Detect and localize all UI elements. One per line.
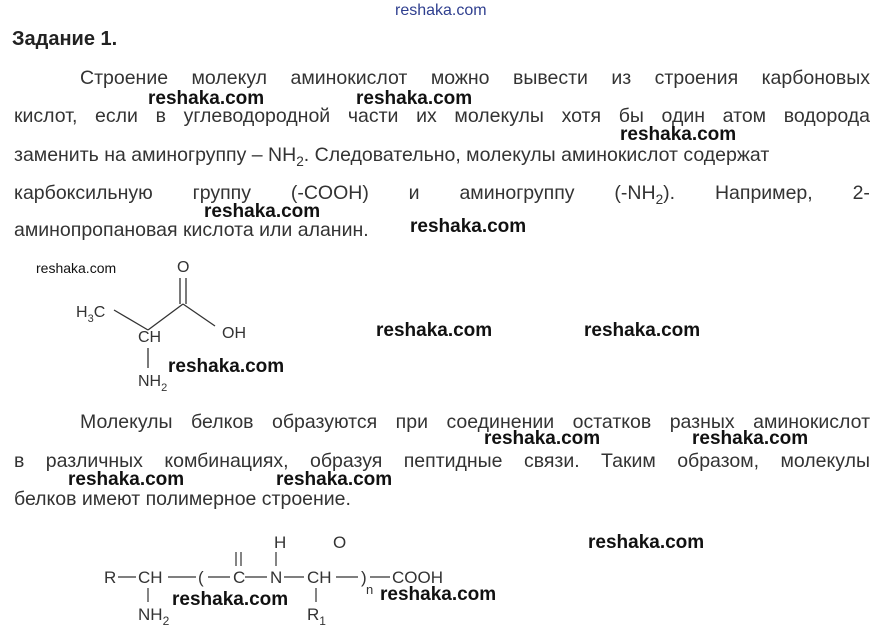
watermark: reshaka.com	[168, 356, 285, 377]
peptide-open: (	[198, 568, 204, 587]
watermark: reshaka.com	[584, 320, 701, 341]
watermark: reshaka.com	[410, 216, 527, 237]
peptide-structure	[100, 528, 480, 638]
peptide-h: H	[274, 533, 287, 552]
paragraph1-line4	[14, 181, 870, 212]
watermark: reshaka.com	[692, 428, 809, 449]
paragraph1-line1: Строение молекул аминокислот можно вывести из строения карбоновых	[80, 67, 870, 89]
peptide-n: N	[270, 568, 283, 587]
alanine-bond-1	[114, 310, 148, 330]
paragraph1-line2: кислот, если в углеводородной части их молекулы хотя бы один атом водорода	[14, 105, 870, 127]
peptide-o: O	[333, 533, 347, 552]
paragraph2-line3: белков имеют полимерное строение.	[14, 488, 351, 510]
line4-word: и	[408, 182, 420, 204]
alanine-nh2: $NH_2$	[138, 373, 168, 392]
alanine-bond-2	[148, 304, 183, 330]
line4-word: Например,	[714, 182, 813, 204]
paragraph1-line3: заменить на аминогруппу – $NH_2$. Следовательно, молекулы аминокислот содержат	[14, 144, 770, 169]
watermark: reshaka.com	[68, 469, 185, 490]
peptide-cooh: COOH	[392, 568, 443, 587]
paragraph1-line5: аминопропановая кислота или аланин.	[14, 219, 369, 241]
watermark: reshaka.com	[172, 589, 289, 610]
paragraph2-line2: в различных комбинациях, образуя пептидные связи. Таким образом, молекулы	[14, 450, 870, 472]
peptide-nh2: $NH_2$	[138, 605, 170, 628]
peptide-c: C	[233, 568, 246, 587]
peptide-n-index: n	[366, 582, 374, 597]
alanine-bond-3	[183, 304, 215, 326]
alanine-ch: CH	[138, 329, 162, 346]
line4-word: аминогруппу	[459, 182, 575, 204]
paragraph2-line1: Молекулы белков образуются при соединении остатков разных аминокислот	[80, 411, 870, 433]
watermark: reshaka.com	[276, 469, 393, 490]
watermark: reshaka.com	[376, 320, 493, 341]
top-watermark: reshaka.com	[395, 2, 487, 19]
line4-word: $(-NH_2)$.	[614, 182, 676, 207]
alanine-h3c: $H_3C$	[76, 304, 106, 325]
line4-word: 2-	[852, 182, 870, 204]
line4-word: группу	[192, 182, 251, 204]
watermark: reshaka.com	[588, 532, 705, 553]
watermark: reshaka.com	[204, 201, 321, 222]
watermark: reshaka.com	[356, 88, 473, 109]
peptide-ch2: CH	[307, 568, 332, 587]
peptide-close: )	[361, 568, 367, 587]
watermark: reshaka.com	[148, 88, 265, 109]
watermark: reshaka.com	[620, 124, 737, 145]
line4-word: карбоксильную	[14, 182, 153, 204]
task-title: Задание 1.	[12, 28, 118, 50]
peptide-ch1: CH	[138, 568, 163, 587]
alanine-oh: OH	[222, 325, 246, 342]
peptide-r1: $R_1$	[307, 605, 326, 628]
watermark-small: reshaka.com	[36, 260, 117, 276]
alanine-o: O	[177, 259, 190, 276]
line4-word: (-COOH)	[290, 182, 369, 204]
watermark: reshaka.com	[484, 428, 601, 449]
watermark: reshaka.com	[380, 584, 497, 605]
peptide-r: R	[104, 568, 117, 587]
